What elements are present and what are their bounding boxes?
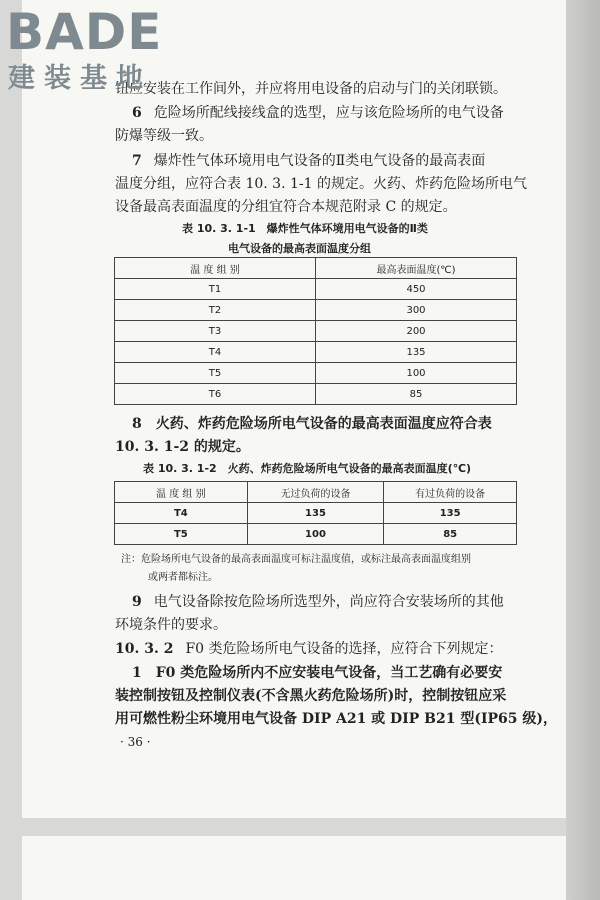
table-2-header-row	[115, 482, 517, 503]
item-7-line-2: 温度分组，应符合表 10. 3. 1-1 的规定。火药、炸药危险场所电气	[115, 176, 527, 192]
item-9-number: 9	[132, 594, 142, 610]
item-9-line-1	[132, 591, 504, 613]
table-cell: 135	[384, 503, 517, 524]
item-7-number: 7	[132, 153, 142, 169]
watermark-brand: BADE	[6, 3, 163, 61]
table-row	[115, 524, 517, 545]
table-2-header: 无过负荷的设备	[247, 482, 384, 503]
table-row	[115, 300, 517, 321]
watermark-logo	[6, 4, 181, 99]
item-8-line-2: 10. 3. 1-2 的规定。	[115, 439, 250, 455]
table-cell: T4	[115, 342, 316, 363]
table-1-caption-line-1: 表 10. 3. 1-1 爆炸性气体环境用电气设备的Ⅱ类	[182, 222, 428, 235]
item-8-line-1: 8 火药、炸药危险场所电气设备的最高表面温度应符合表	[132, 416, 492, 432]
page-edge-shadow	[566, 0, 600, 900]
item-1-line-2: 装控制按钮及控制仪表(不含黑火药危险场所)时，控制按钮应采	[115, 688, 507, 704]
item-1-line-1: 1 F0 类危险场所内不应安装电气设备，当工艺确有必要安	[132, 665, 503, 681]
table-row	[115, 279, 517, 300]
table-row	[115, 503, 517, 524]
table-row	[115, 342, 517, 363]
table-row	[115, 363, 517, 384]
table-cell: T2	[115, 300, 316, 321]
table-2-caption: 表 10. 3. 1-2 火药、炸药危险场所电气设备的最高表面温度(℃)	[143, 462, 472, 475]
item-1-line-3: 用可燃性粉尘环境用电气设备 DIP A21 或 DIP B21 型(IP65 级)，	[115, 711, 558, 727]
table-cell: 100	[247, 524, 384, 545]
table-cell: T4	[115, 503, 248, 524]
table-1-header-row	[115, 258, 517, 279]
table-2-note-line-1: 注：危险场所电气设备的最高表面温度可标注温度值，或标注最高表面温度组别	[121, 554, 471, 565]
table-2-header: 温 度 组 别	[115, 482, 248, 503]
item-6-text: 危险场所配线接线盒的选型，应与该危险场所的电气设备	[153, 105, 504, 121]
table-cell: 85	[384, 524, 517, 545]
table-cell: T1	[115, 279, 316, 300]
table-cell: 200	[316, 321, 517, 342]
document-page	[22, 0, 566, 818]
item-9-line-2: 环境条件的要求。	[115, 617, 227, 633]
table-cell: 135	[316, 342, 517, 363]
table-row	[115, 321, 517, 342]
table-cell: 135	[247, 503, 384, 524]
item-6-line-1	[132, 102, 504, 124]
item-7-text: 爆炸性气体环境用电气设备的Ⅱ类电气设备的最高表面	[153, 153, 486, 169]
section-number: 10. 3. 2	[115, 641, 174, 657]
table-1-caption-line-2: 电气设备的最高表面温度分组	[228, 242, 371, 255]
table-cell: 450	[316, 279, 517, 300]
table-2-header: 有过负荷的设备	[384, 482, 517, 503]
table-1-header: 最高表面温度(℃)	[316, 258, 517, 279]
section-10-3-2	[115, 638, 503, 660]
table-cell: T6	[115, 384, 316, 405]
item-6-line-2: 防爆等级一致。	[115, 128, 213, 144]
table-2	[114, 481, 517, 545]
table-cell: 100	[316, 363, 517, 384]
item-7-line-1	[132, 150, 485, 172]
table-cell: 85	[316, 384, 517, 405]
table-cell: 300	[316, 300, 517, 321]
table-2-note-line-2: 或两者都标注。	[148, 572, 218, 583]
item-9-text: 电气设备除按危险场所选型外，尚应符合安装场所的其他	[153, 594, 504, 610]
item-7-line-3: 设备最高表面温度的分组宜符合本规范附录 C 的规定。	[115, 199, 457, 215]
table-cell: T5	[115, 524, 248, 545]
next-page-fragment	[22, 836, 566, 900]
paragraph-continuation: 钮应安装在工作间外，并应将用电设备的启动与门的关闭联锁。	[115, 81, 507, 97]
table-cell: T5	[115, 363, 316, 384]
watermark-subtitle: 建装基地	[8, 63, 152, 94]
item-6-number: 6	[132, 105, 142, 121]
table-1-header: 温 度 组 别	[115, 258, 316, 279]
table-row	[115, 384, 517, 405]
page-number: · 36 ·	[120, 735, 151, 749]
section-text: F0 类危险场所电气设备的选择，应符合下列规定：	[185, 641, 503, 657]
table-cell: T3	[115, 321, 316, 342]
table-1	[114, 257, 517, 405]
